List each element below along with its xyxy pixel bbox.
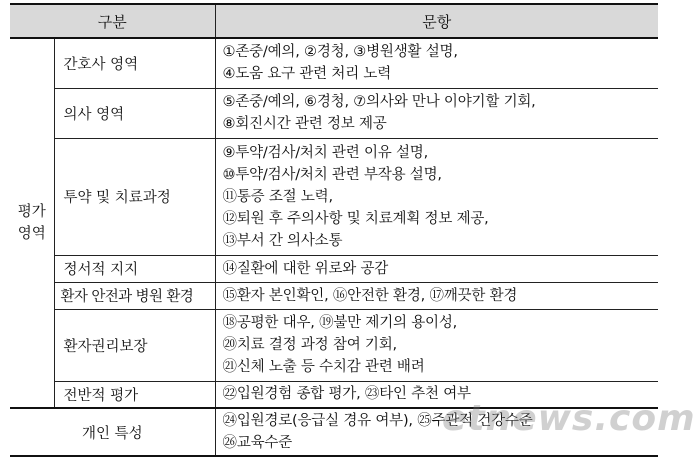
category-label: 전반적 평가	[54, 381, 215, 408]
item-line: ⑪통증 조절 노력,	[222, 188, 333, 205]
table-row	[10, 138, 658, 255]
item-line: ㉔입원경로(응급실 경유 여부), ㉕주관적 건강수준	[222, 413, 533, 429]
item-line: ㉖교육수준	[222, 435, 293, 451]
header-question: 문항	[215, 4, 658, 38]
item-line: ㉑신체 노출 등 수치감 관련 배려	[222, 359, 425, 375]
item-line: ⑩투약/검사/처치 관련 부작용 설명,	[222, 166, 442, 183]
item-line: ⑧회진시간 관련 정보 제공	[222, 116, 387, 132]
survey-items-table	[10, 3, 658, 457]
item-cell	[215, 38, 658, 88]
item-cell	[215, 408, 658, 456]
header-row	[10, 4, 658, 38]
category-label: 환자 안전과 병원 환경	[54, 282, 215, 309]
table-row	[10, 282, 658, 309]
item-line: ④도움 요구 관련 처리 노력	[222, 66, 392, 83]
item-cell	[215, 282, 658, 309]
category-label: 투약 및 치료과정	[54, 138, 215, 255]
item-line: ㉒입원경험 종합 평가, ㉓타인 추천 여부	[222, 386, 471, 403]
category-label: 의사 영역	[54, 88, 215, 138]
table-row	[10, 255, 658, 282]
table-row	[10, 408, 658, 456]
item-line: ⑫퇴원 후 주의사항 및 치료계획 정보 제공,	[222, 210, 489, 227]
group-label-line-1: 평가	[17, 204, 46, 220]
item-line: ⑮환자 본인확인, ⑯안전한 환경, ⑰깨끗한 환경	[222, 287, 518, 304]
table-row	[10, 88, 658, 138]
personal-characteristics-label: 개인 특성	[10, 408, 215, 456]
item-line: ⑭질환에 대한 위로와 공감	[222, 260, 389, 277]
table-row	[10, 309, 658, 381]
header-division: 구분	[10, 4, 215, 38]
item-cell	[215, 309, 658, 381]
item-cell	[215, 88, 658, 138]
category-label: 정서적 지지	[54, 255, 215, 282]
item-line: ⑨투약/검사/처치 관련 이유 설명,	[222, 144, 429, 161]
item-line: ⑳치료 결정 과정 참여 기회,	[222, 337, 397, 353]
group-label-line-2: 영역	[17, 226, 46, 242]
evaluation-area-label	[10, 38, 54, 408]
item-cell	[215, 255, 658, 282]
table-row	[10, 38, 658, 88]
item-line: ⑬부서 간 의사소통	[222, 232, 343, 249]
table-row	[10, 381, 658, 408]
item-cell	[215, 381, 658, 408]
etnews-watermark: etnews.com	[442, 398, 696, 439]
category-label: 간호사 영역	[54, 38, 215, 88]
category-label: 환자권리보장	[54, 309, 215, 381]
item-line: ⑱공평한 대우, ⑲불만 제기의 용이성,	[222, 315, 458, 331]
item-line: ①존중/예의, ②경청, ③병원생활 설명,	[222, 44, 458, 61]
item-cell	[215, 138, 658, 255]
item-line: ⑤존중/예의, ⑥경청, ⑦의사와 만나 이야기할 기회,	[222, 94, 536, 110]
